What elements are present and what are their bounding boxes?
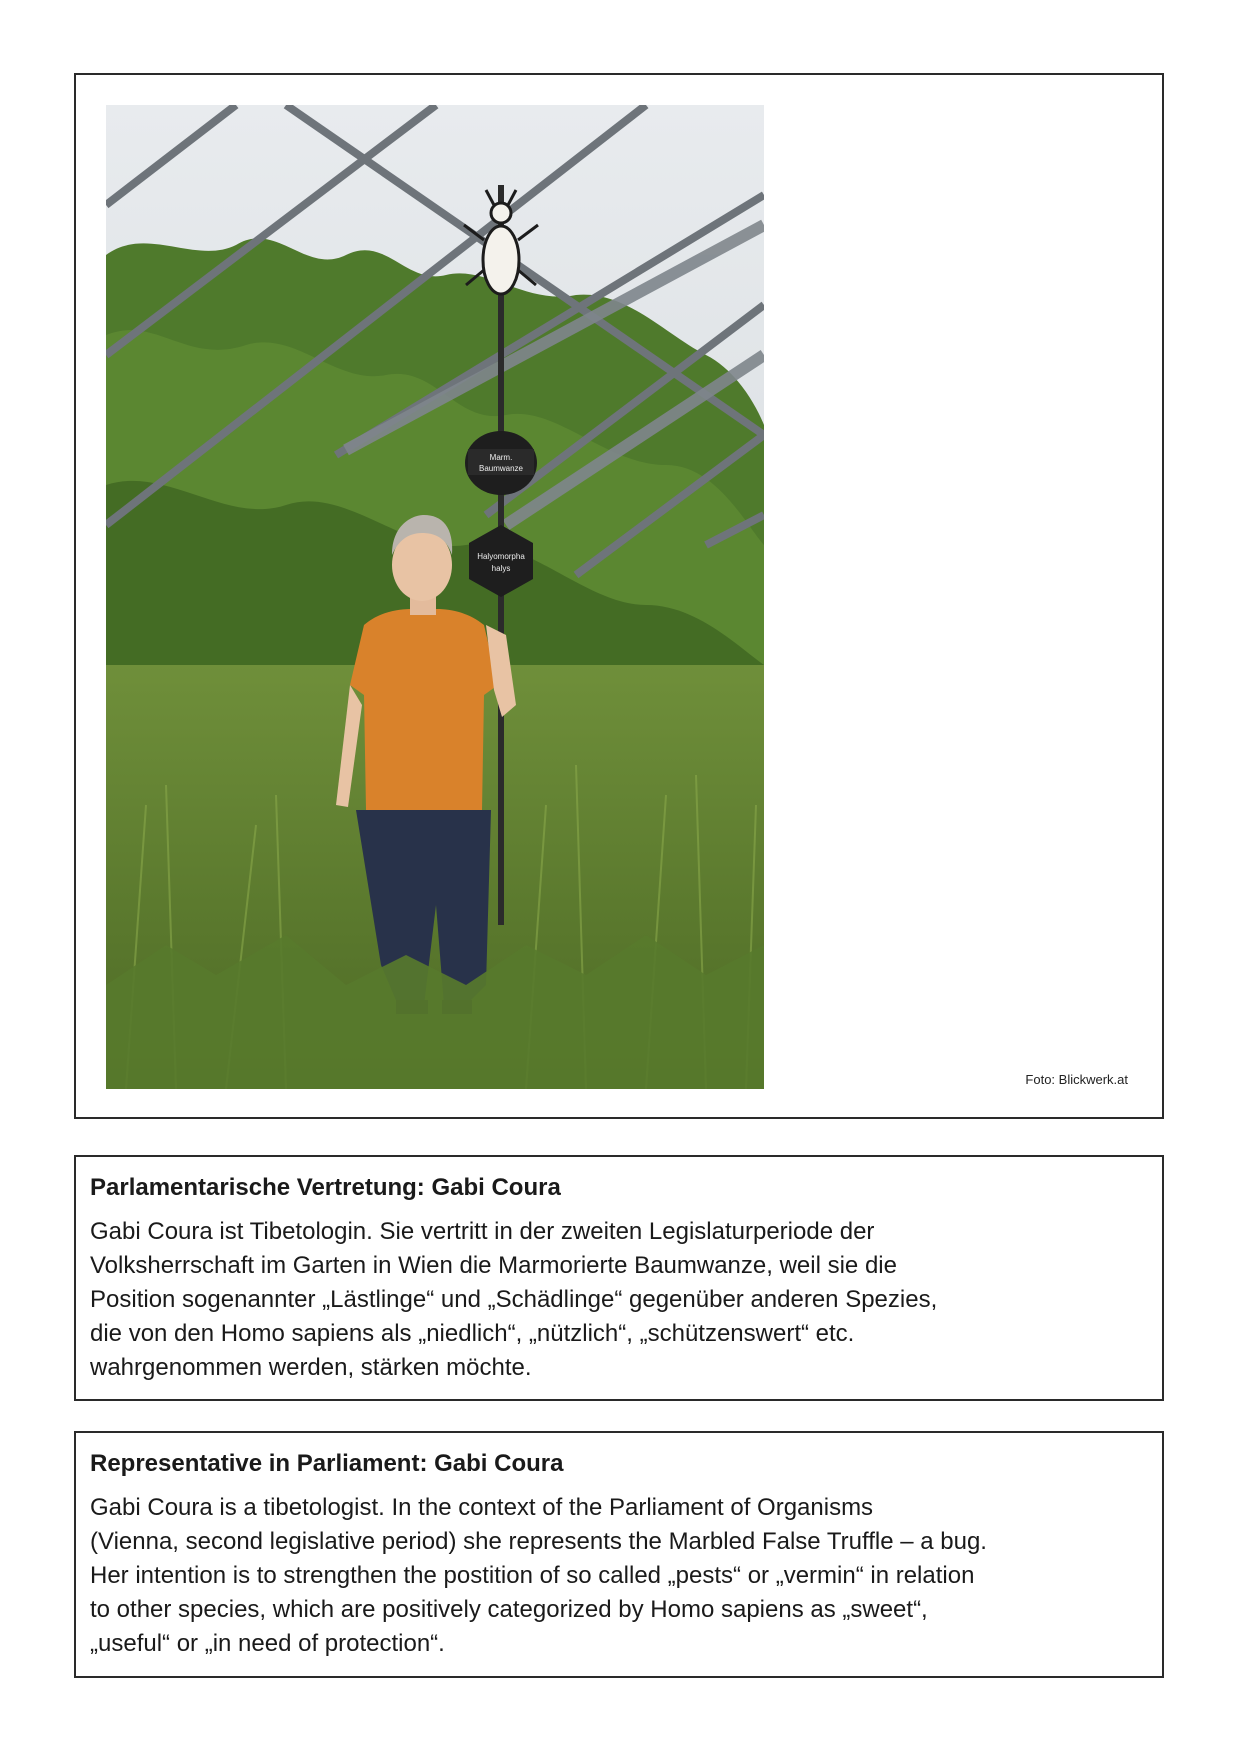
german-title: Parlamentarische Vertretung: Gabi Coura: [90, 1174, 561, 1201]
german-line: wahrgenommen werden, stärken möchte.: [90, 1354, 532, 1381]
sign-top-line1: Marm.: [489, 453, 513, 462]
german-line: die von den Homo sapiens als „niedlich“, „nützlich“, „schützenswert“ etc.: [90, 1320, 855, 1347]
german-line: Position sogenannter „Lästlinge“ und „Schädlinge“ gegenüber anderen Spezies,: [90, 1286, 938, 1313]
german-body: [90, 1215, 1148, 1385]
english-line: Gabi Coura is a tibetologist. In the context of the Parliament of Organisms: [90, 1494, 874, 1521]
german-line: Gabi Coura ist Tibetologin. Sie vertritt in der zweiten Legislaturperiode der: [90, 1218, 875, 1245]
sign-bottom-line2: halys: [491, 564, 511, 573]
german-description-box: [74, 1155, 1164, 1401]
english-line: to other species, which are positively categorized by Homo sapiens as „sweet“,: [90, 1596, 928, 1623]
sign-top-line2: Baumwanze: [478, 464, 524, 473]
english-title: Representative in Parliament: Gabi Coura: [90, 1450, 564, 1477]
portrait-photo: [106, 105, 764, 1089]
english-body: [90, 1491, 1148, 1661]
german-line: Volksherrschaft im Garten in Wien die Marmorierte Baumwanze, weil sie die: [90, 1252, 897, 1279]
photo-credit: Foto: Blickwerk.at: [1025, 1072, 1128, 1087]
photo-frame: [74, 73, 1164, 1119]
sign-bottom-line1: Halyomorpha: [477, 552, 525, 561]
english-line: Her intention is to strengthen the postition of so called „pests“ or „vermin“ in relation: [90, 1562, 975, 1589]
english-line: (Vienna, second legislative period) she represents the Marbled False Truffle – a bug.: [90, 1528, 987, 1555]
english-line: „useful“ or „in need of protection“.: [90, 1630, 445, 1657]
english-description-box: [74, 1431, 1164, 1678]
